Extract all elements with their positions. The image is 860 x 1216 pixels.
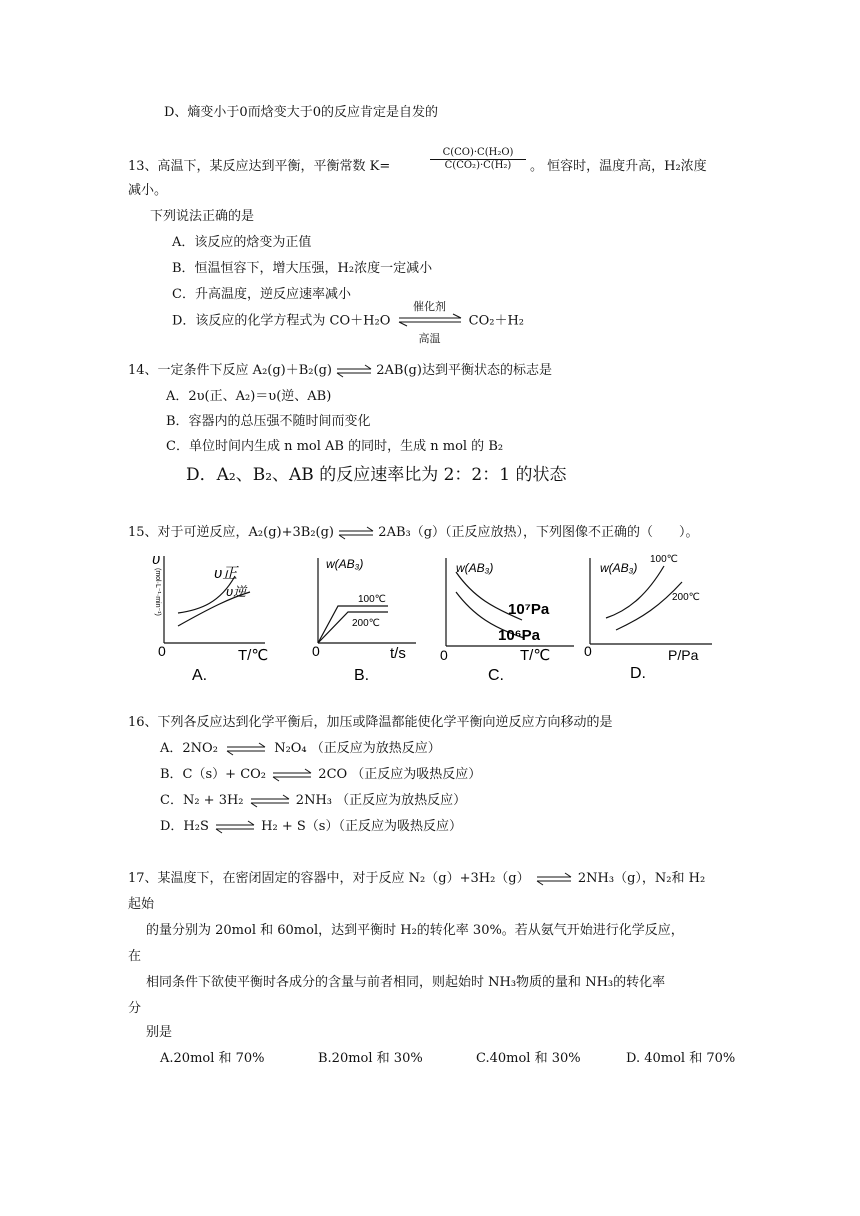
q15-graph-c — [434, 548, 584, 688]
equilibrium-arrow-icon — [536, 872, 572, 886]
q16-option-d-post: H₂ + S（s）（正反应为吸热反应） — [261, 819, 462, 834]
graph-a-ylabel: υ — [152, 551, 161, 568]
q15-graph-d — [580, 548, 730, 688]
q15-stem-post: 2AB₃（g）（正反应放热），下列图像不正确的（ ）。 — [378, 525, 699, 540]
q13-option-b: B．恒温恒容下，增大压强，H₂浓度一定减小 — [172, 261, 433, 276]
q17-line-4: 在 — [128, 949, 142, 964]
q17-option-b: B.20mol 和 30% — [318, 1051, 423, 1066]
graph-d-origin: 0 — [584, 643, 592, 659]
q13-stem — [128, 158, 390, 176]
graph-b-curve1-label: 100℃ — [358, 594, 386, 605]
q14-option-a: A．2υ(正、A₂)＝υ(逆、AB) — [166, 389, 332, 404]
q16-option-c-pre: C．N₂ + 3H₂ — [160, 793, 244, 808]
q14-stem — [128, 362, 552, 380]
equilibrium-arrow-icon — [250, 794, 290, 808]
graph-d-xlabel: P/Pa — [668, 647, 699, 663]
q14-option-b: B．容器内的总压强不随时间而变化 — [166, 414, 371, 429]
graph-d-curve1-label: 100℃ — [650, 554, 678, 565]
q16-option-c-post: 2NH₃ （正反应为放热反应） — [295, 793, 467, 808]
q13-k-numerator: C(CO)·C(H₂O) — [430, 147, 526, 160]
q17-line-6: 分 — [128, 1001, 142, 1016]
graph-b-curve2-label: 200℃ — [352, 618, 380, 629]
q14-option-d: D．A₂、B₂、AB 的反应速率比为 2：2：1 的状态 — [186, 465, 567, 485]
q13-k-fraction — [430, 147, 526, 172]
graph-c-curve2-label: 10⁶Pa — [498, 627, 540, 644]
q17-line-2: 起始 — [128, 897, 155, 912]
q13-stem-b: 。 恒容时，温度升高，H₂浓度 — [530, 159, 707, 174]
graph-b-xlabel: t/s — [390, 645, 406, 662]
graph-a-xlabel: T/℃ — [238, 647, 269, 664]
q16-option-b-pre: B．C（s）+ CO₂ — [160, 767, 267, 782]
q15-stem — [128, 524, 699, 542]
q17-line-1-post: 2NH₃（g），N₂和 H₂ — [577, 871, 706, 886]
graph-b-ylabel: w(AB₃) — [326, 557, 364, 571]
q14-stem-post: 2AB(g)达到平衡状态的标志是 — [376, 363, 552, 378]
equilibrium-arrow-icon — [272, 768, 312, 782]
q16-option-c — [160, 792, 466, 810]
q16-option-b — [160, 766, 481, 784]
graph-a-letter: A. — [192, 667, 208, 684]
graph-b-origin: 0 — [312, 643, 320, 659]
graph-d-letter: D. — [630, 665, 646, 682]
graph-b-letter: B. — [354, 667, 370, 684]
q16-option-a-post: N₂O₄ （正反应为放热反应） — [274, 741, 441, 756]
equilibrium-arrow-icon — [336, 364, 372, 378]
q15-graph-a — [140, 548, 280, 688]
q16-option-b-post: 2CO （正反应为吸热反应） — [318, 767, 482, 782]
q17-line-3: 的量分别为 20mol 和 60mol，达到平衡时 H₂的转化率 30%。若从氨气开始进行化学反应， — [146, 923, 684, 938]
q12-option-d: D、熵变小于0而焓变大于0的反应肯定是自发的 — [164, 105, 438, 120]
q17-option-c: C.40mol 和 30% — [476, 1051, 581, 1066]
graph-a-yunit: (mol·L⁻¹·min⁻¹) — [154, 568, 161, 616]
graph-c-ylabel: w(AB₃) — [456, 561, 494, 575]
graph-a-curve1-label: υ正 — [214, 565, 238, 582]
graph-c-curve1-label: 10⁷Pa — [508, 601, 550, 618]
q16-option-d-pre: D．H₂S — [160, 819, 209, 834]
q13-option-a: A．该反应的焓变为正值 — [172, 235, 312, 250]
q17-line-7: 别是 — [146, 1025, 173, 1040]
equilibrium-arrow-icon — [226, 742, 266, 756]
q13-condition-catalyst: 催化剂 — [413, 300, 447, 313]
q17-option-d: D. 40mol 和 70% — [626, 1051, 736, 1066]
graph-a-origin: 0 — [158, 643, 166, 659]
q17-line-1-pre: 17、某温度下，在密闭固定的容器中，对于反应 N₂（g）+3H₂（g） — [128, 871, 530, 886]
q16-option-a — [160, 740, 441, 758]
q13-option-d — [172, 300, 525, 345]
graph-d-ylabel: w(AB₃) — [600, 561, 638, 575]
graph-c-xlabel: T/℃ — [520, 647, 551, 664]
q15-graph-b — [296, 548, 436, 688]
q14-option-c: C．单位时间内生成 n mol AB 的同时，生成 n mol 的 B₂ — [166, 439, 504, 454]
q13-option-c: C．升高温度，逆反应速率减小 — [172, 287, 351, 302]
q13-condition-heat: 高温 — [418, 332, 441, 345]
q13-stem-a: 13、高温下，某反应达到平衡，平衡常数 K= — [128, 159, 391, 174]
q17-line-1 — [128, 870, 705, 888]
equilibrium-arrow-icon — [338, 526, 374, 540]
q13-k-denominator: C(CO₂)·C(H₂) — [444, 160, 512, 171]
q16-option-d — [160, 818, 462, 836]
q13-option-d-post: CO₂＋H₂ — [468, 313, 525, 329]
q16-stem: 16、下列各反应达到化学平衡后，加压或降温都能使化学平衡向逆反应方向移动的是 — [128, 715, 613, 730]
graph-a-curve2-label: υ逆 — [226, 584, 247, 599]
equilibrium-arrow-icon — [215, 820, 255, 834]
q17-option-a: A.20mol 和 70% — [160, 1051, 265, 1066]
graph-c-origin: 0 — [440, 647, 448, 663]
q14-stem-pre: 14、一定条件下反应 A₂(g)＋B₂(g) — [128, 363, 332, 378]
equilibrium-arrow-icon — [397, 300, 463, 345]
q13-option-d-pre: D．该反应的化学方程式为 CO＋H₂O — [172, 313, 391, 329]
graph-d-curve2-label: 200℃ — [672, 592, 700, 603]
q13-question: 下列说法正确的是 — [150, 209, 255, 224]
graph-c-letter: C. — [488, 667, 504, 684]
q15-stem-pre: 15、对于可逆反应，A₂(g)+3B₂(g) — [128, 525, 335, 540]
q13-stem-c: 减小。 — [128, 183, 168, 198]
q17-line-5: 相同条件下欲使平衡时各成分的含量与前者相同，则起始时 NH₃物质的量和 NH₃的转化率 — [146, 975, 666, 990]
q16-option-a-pre: A．2NO₂ — [160, 741, 218, 756]
